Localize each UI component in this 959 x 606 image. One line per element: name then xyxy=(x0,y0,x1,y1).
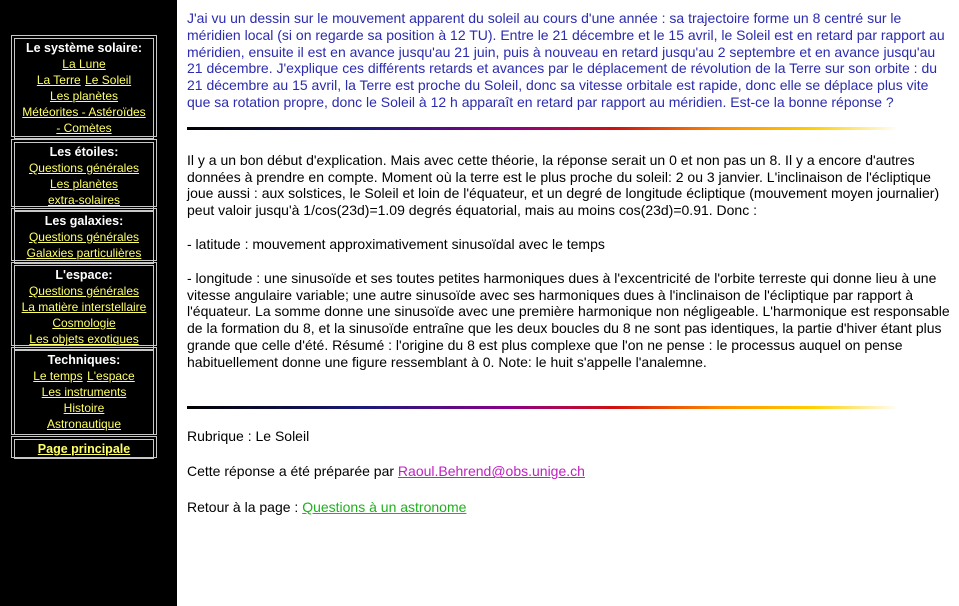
nav-link-interstellar[interactable]: La matière interstellaire xyxy=(21,300,147,314)
answer-paragraph-1: Il y a un bon début d'explication. Mais avec cette théorie, la réponse serait un 0 et non pas un 8. Il y a encore d'autres données à prendre en compte. Moment où la terre est le plus proche du soleil: 2 ou 3 janvier. L'inclinaison de l'écliptique joue aussi : aux solstices, le Soleil et loin de l'équateur, et un degré de longitude écliptique (mouvement moyen journalier) peut valoir jusqu'à 1/cos(23d)=1.09 degrés équatorial, mais au moins cos(23d)=0.91. Donc : xyxy=(187,151,940,219)
nav-link-instruments[interactable]: Les instruments xyxy=(41,385,127,399)
nav-box-galaxies xyxy=(11,208,157,261)
nav-box-solar-system xyxy=(11,35,157,137)
nav-link-moon[interactable]: La Lune xyxy=(62,57,106,71)
answer-paragraph-2: - latitude : mouvement approximativement sinusoïdal avec le temps xyxy=(187,235,605,252)
nav-link-astronautics[interactable]: Astronautique xyxy=(46,417,122,431)
nav-box-title: Le système solaire: xyxy=(25,41,143,55)
nav-link-time[interactable]: Le temps xyxy=(33,369,83,383)
nav-box-space xyxy=(11,262,157,346)
nav-link-galaxies-general[interactable]: Questions générales xyxy=(28,230,140,244)
nav-link-planets[interactable]: Les planètes xyxy=(49,89,119,103)
nav-box-techniques xyxy=(11,347,157,435)
nav-link-exotic-objects[interactable]: Les objets exotiques xyxy=(29,332,139,346)
nav-box-stars xyxy=(11,139,157,207)
sidebar-nav xyxy=(0,0,176,606)
question-text: J'ai vu un dessin sur le mouvement apparent du soleil au cours d'une année : sa trajectoire forme un 8 centré sur le méridien local (si on regarde sa position à 12 TU). Entre le 21 décembre et le 15 avril, le Soleil est en retard par rapport au méridien, ensuite il est en avance jusqu'au 21 juin, puis à nouveau en retard jusqu'au 2 septembre et en avance jusqu'au 21 décembre. J'explique ces différents retards et avances par le déplacement de révolution de la Terre sur son orbite : du 21 décembre au 15 avril, la Terre est proche du Soleil, donc sa vitesse orbitale est rapide, donc elle se déplace plus vite que sa rotation propre, donc le Soleil à 12 h apparaît en retard par rapport au méridien. Est-ce la bonne réponse ? xyxy=(187,10,945,110)
nav-link-meteorites[interactable]: Météorites - Astéroïdes xyxy=(22,105,146,119)
nav-link-stars-general[interactable]: Questions générales xyxy=(28,161,140,175)
nav-box-title: Techniques: xyxy=(47,353,121,367)
nav-link-space-general[interactable]: Questions générales xyxy=(28,284,140,298)
gradient-divider xyxy=(187,406,899,409)
back-label: Retour à la page : xyxy=(187,499,303,516)
nav-link-space[interactable]: L'espace xyxy=(87,369,135,383)
nav-link-sun[interactable]: Le Soleil xyxy=(85,73,132,87)
nav-box-title: Les étoiles: xyxy=(49,145,119,159)
nav-link-particular-galaxies[interactable]: Galaxies particulières xyxy=(26,246,142,260)
answer-paragraph-3: - longitude : une sinusoïde et ses toutes petites harmoniques dues à l'excentricité de l'orbite terreste qui donne lieu à une vitesse angulaire variable; une autre sinusoïde avec ses harmoniques dues à l'inclinaison de l'écliptique par rapport à l'équateur. La somme donne une sinusoïde avec une première harmonique non négligeable. L'harmonique est responsable de la formation du 8, et la sinusoïde entraîne que les deux boucles du 8 ne sont pas identiques, la partie d'hiver étant plus grande que celle d'été. Résumé : l'origine du 8 est plus complexe que l'on ne pense : le processus auquel on pense habituellement donne une figure ressemblant à 0. Note: le huit s'appelle l'analemne. xyxy=(187,269,950,370)
nav-box-title: Les galaxies: xyxy=(44,214,124,228)
gradient-divider xyxy=(187,127,899,130)
main-content xyxy=(176,0,959,606)
nav-link-exoplanets[interactable]: Les planètes xyxy=(49,177,119,191)
nav-link-exoplanets-2[interactable]: extra-solaires xyxy=(47,193,121,207)
nav-link-earth[interactable]: La Terre xyxy=(36,73,81,87)
prepared-by-label: Cette réponse a été préparée par xyxy=(187,463,398,480)
prepared-by-line xyxy=(187,463,951,480)
rubric-text: Rubrique : Le Soleil xyxy=(187,427,310,444)
nav-box-title: L'espace: xyxy=(55,268,113,282)
back-line xyxy=(187,499,951,516)
nav-link-home-page[interactable]: Page principale xyxy=(37,442,131,456)
author-email-link[interactable]: Raoul.Behrend@obs.unige.ch xyxy=(397,463,585,480)
nav-link-cosmology[interactable]: Cosmologie xyxy=(52,316,116,330)
nav-link-history[interactable]: Histoire xyxy=(63,401,105,415)
nav-link-comets[interactable]: - Comètes xyxy=(56,121,112,135)
questions-astronomer-link[interactable]: Questions à un astronome xyxy=(302,499,467,516)
nav-box-home xyxy=(11,436,157,458)
